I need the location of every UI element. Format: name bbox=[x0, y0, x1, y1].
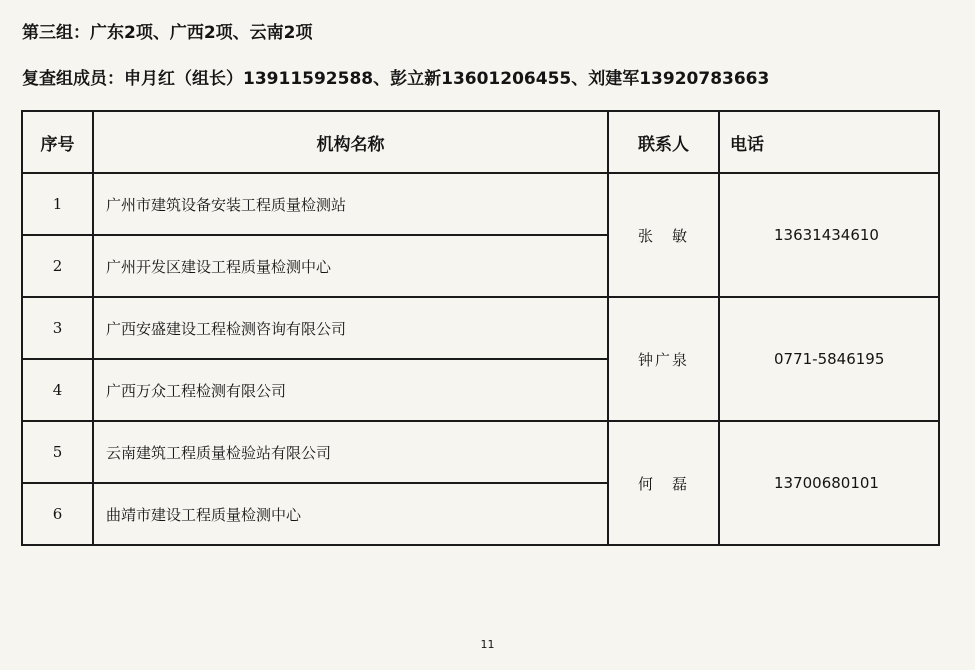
row-institution-name: 云南建筑工程质量检验站有限公司 bbox=[93, 421, 608, 483]
contact-cell bbox=[608, 421, 719, 545]
row-institution-name: 广西万众工程检测有限公司 bbox=[93, 359, 608, 421]
row-seq: 5 bbox=[22, 421, 93, 483]
page-number: 11 bbox=[480, 638, 495, 651]
row-institution-name: 广西安盛建设工程检测咨询有限公司 bbox=[93, 297, 608, 359]
header-contact: 联系人 bbox=[608, 111, 719, 173]
table-row bbox=[22, 421, 939, 483]
header-phone: 电话 bbox=[719, 111, 939, 173]
table-row bbox=[22, 173, 939, 235]
phone-cell: 13631434610 bbox=[719, 173, 939, 297]
row-institution-name: 广州市建筑设备安装工程质量检测站 bbox=[93, 173, 608, 235]
row-institution-name: 广州开发区建设工程质量检测中心 bbox=[93, 235, 608, 297]
review-members-line: 复查组成员：申月红（组长）13911592588、彭立新13601206455、刘建军13920783663 bbox=[22, 69, 770, 89]
row-seq: 6 bbox=[22, 483, 93, 545]
row-seq: 4 bbox=[22, 359, 93, 421]
phone-cell: 0771-5846195 bbox=[719, 297, 939, 421]
row-seq: 3 bbox=[22, 297, 93, 359]
contact-cell bbox=[608, 297, 719, 421]
group-title: 第三组：广东2项、广西2项、云南2项 bbox=[22, 23, 313, 43]
row-seq: 2 bbox=[22, 235, 93, 297]
table-header-row bbox=[22, 111, 939, 173]
institution-table bbox=[21, 110, 940, 546]
table-row bbox=[22, 297, 939, 359]
contact-cell bbox=[608, 173, 719, 297]
phone-cell: 13700680101 bbox=[719, 421, 939, 545]
header-seq: 序号 bbox=[22, 111, 93, 173]
row-seq: 1 bbox=[22, 173, 93, 235]
header-institution-name: 机构名称 bbox=[93, 111, 608, 173]
contact-name: 张 敏 bbox=[637, 226, 689, 245]
row-institution-name: 曲靖市建设工程质量检测中心 bbox=[93, 483, 608, 545]
contact-name: 钟广泉 bbox=[637, 350, 689, 369]
contact-name: 何 磊 bbox=[637, 474, 689, 493]
